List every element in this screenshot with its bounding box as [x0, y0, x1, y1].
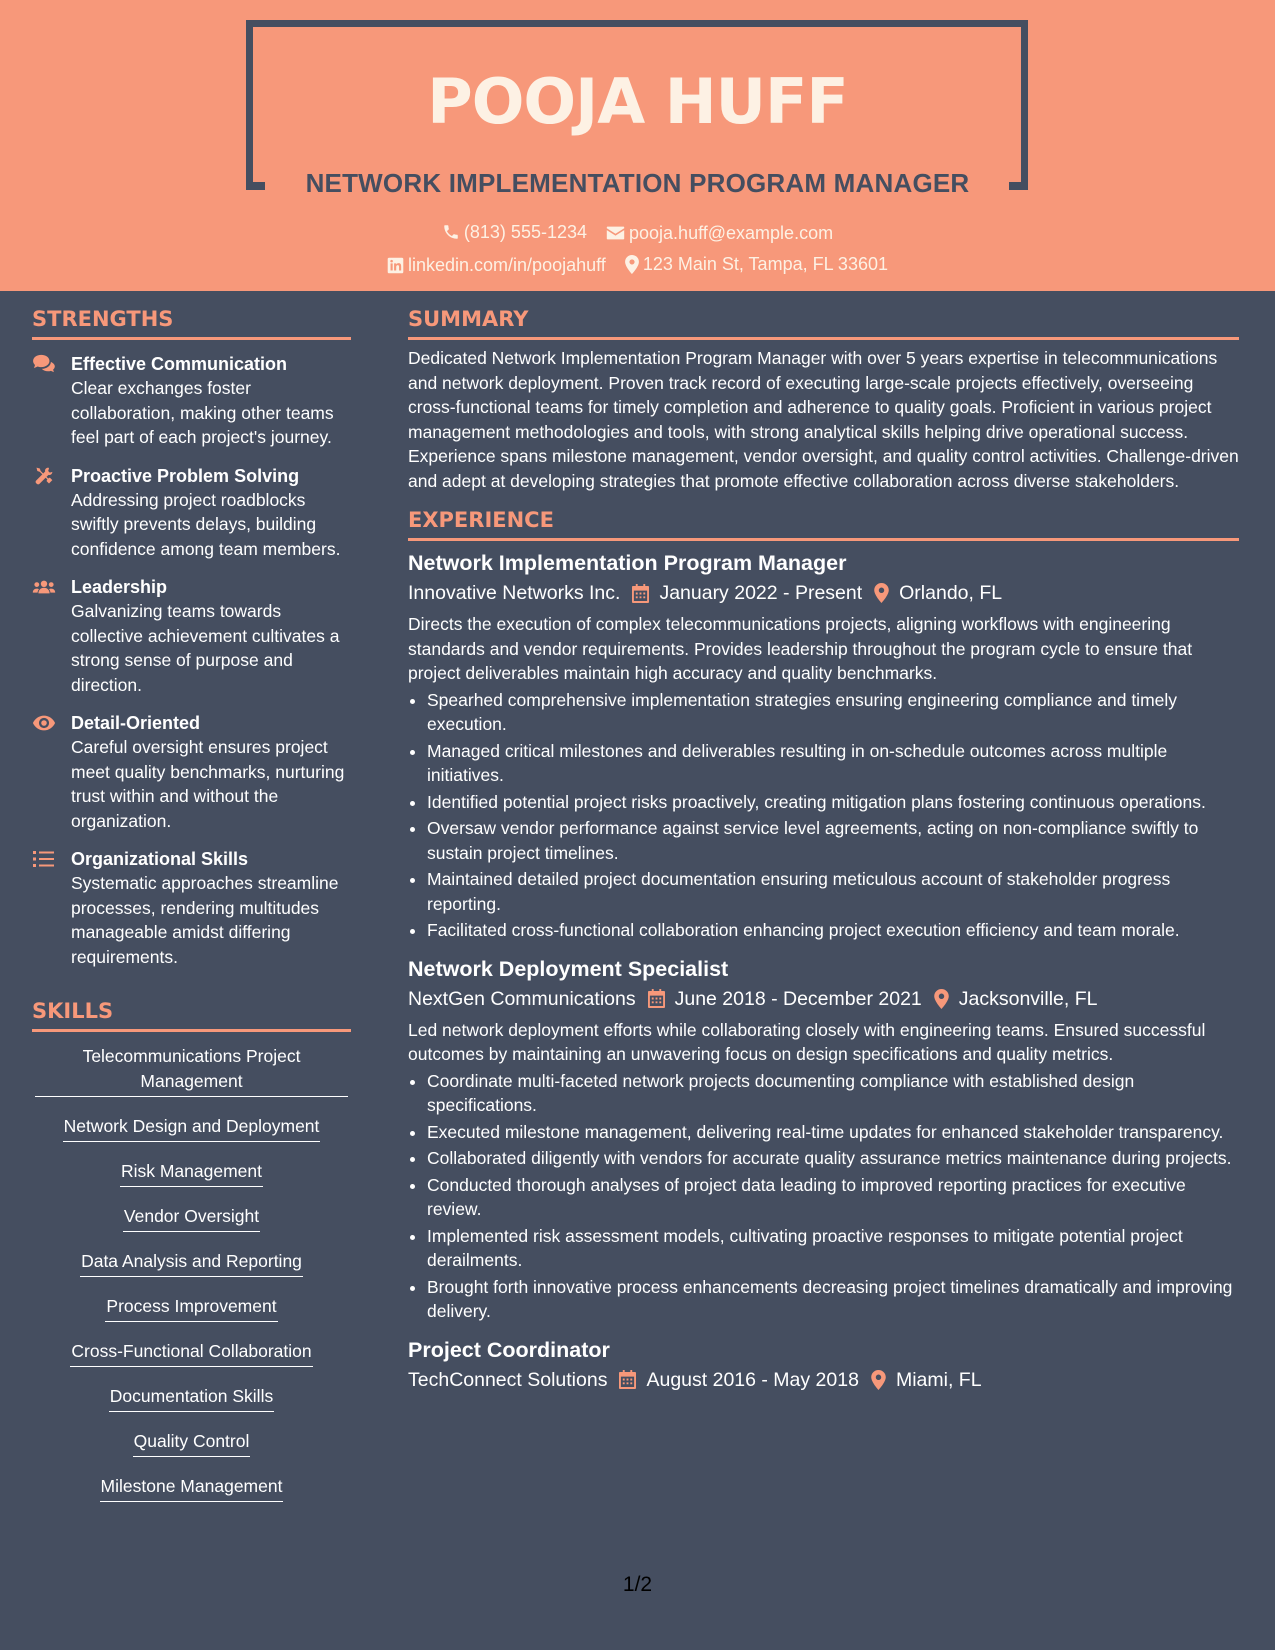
strength-description: Systematic approaches streamline processes, rendering multitudes manageable amidst differing requirements.: [71, 873, 339, 967]
strength-title: Effective Communication: [71, 354, 288, 374]
strength-item: [32, 847, 351, 969]
strength-item: [32, 464, 351, 562]
address-text: 123 Main St, Tampa, FL 33601: [642, 254, 888, 274]
strength-title: Leadership: [71, 577, 168, 597]
job-role: Network Implementation Program Manager: [408, 551, 847, 575]
strength-description: Clear exchanges foster collaboration, making other teams feel part of each project's journey.: [71, 378, 334, 447]
candidate-name: POOJA HUFF: [427, 65, 848, 138]
skills-list: [32, 1044, 351, 1519]
location-pin-icon: [625, 255, 639, 274]
job-description: Directs the execution of complex telecommunications projects, aligning workflows with engineering standards and vendor requirements. Provides leadership throughout the program cycle to ensure that project deliverables maintain high accuracy and quality benchmarks.: [408, 614, 1193, 683]
location-pin-icon: [934, 989, 949, 1009]
skill-item: Data Analysis and Reporting: [80, 1249, 303, 1277]
strength-title: Proactive Problem Solving: [71, 465, 300, 486]
bullet-item: • Executed milestone management, delivering real-time updates for enhanced stakeholder transparency.: [427, 1120, 1239, 1145]
comments-icon: [32, 354, 56, 374]
skills-heading: SKILLS: [32, 997, 351, 1032]
strength-description: Galvanizing teams towards collective achievement cultivates a strong sense of purpose and direction.: [71, 601, 340, 695]
eye-icon: [32, 713, 56, 733]
page-number: 1/2: [622, 1573, 653, 1596]
experience-heading: EXPERIENCE: [408, 506, 1239, 541]
contact-row-1: [0, 220, 1275, 247]
job-bullets: [408, 1069, 1239, 1324]
strength-description: Addressing project roadblocks swiftly prevents delays, building confidence among team members.: [71, 489, 341, 559]
contact-row-2: [0, 252, 1275, 280]
job-bullets: [408, 688, 1239, 943]
job-company: TechConnect Solutions: [408, 1368, 608, 1391]
skill-item: Documentation Skills: [109, 1384, 274, 1412]
strength-item: [32, 352, 351, 450]
job-entry: [408, 549, 1239, 943]
skill-item: Cross-Functional Collaboration: [70, 1339, 312, 1367]
calendar-icon: [632, 584, 649, 603]
skill-item: Process Improvement: [105, 1294, 277, 1322]
skill-item: Quality Control: [133, 1429, 251, 1457]
contact-linkedin[interactable]: [387, 253, 606, 277]
tools-icon: [32, 466, 56, 486]
job-location: Orlando, FL: [899, 582, 1003, 604]
job-company: NextGen Communications: [408, 987, 636, 1010]
location-pin-icon: [871, 1370, 886, 1390]
bullet-item: • Collaborated diligently with vendors for accurate quality assurance metrics maintenance during projects.: [427, 1146, 1239, 1171]
linkedin-text: linkedin.com/in/poojahuff: [408, 255, 606, 275]
bullet-item: • Brought forth innovative process enhancements decreasing project timelines dramatically and improving delivery.: [427, 1275, 1239, 1324]
left-column: [32, 305, 351, 1519]
linkedin-icon: [387, 257, 404, 274]
strength-title: Organizational Skills: [71, 849, 249, 869]
job-entry: [408, 1336, 1239, 1394]
bullet-item: • Oversaw vendor performance against service level agreements, acting on non-compliance swiftly to sustain project timelines.: [427, 816, 1239, 865]
strength-item: [32, 575, 351, 697]
strength-description: Careful oversight ensures project meet quality benchmarks, nurturing trust within and without the organization.: [71, 737, 345, 831]
job-description: Led network deployment efforts while collaborating closely with engineering teams. Ensured successful outcomes by maintaining an unwavering focus on design specifications and quality metrics.: [408, 1019, 1206, 1064]
job-entry: [408, 955, 1239, 1324]
job-location: Miami, FL: [895, 1368, 982, 1391]
job-company: Innovative Networks Inc.: [408, 582, 621, 604]
job-meta: [408, 579, 1239, 607]
contact-email[interactable]: [606, 221, 833, 245]
job-location: Jacksonville, FL: [958, 987, 1098, 1010]
strength-title: Detail-Oriented: [71, 713, 201, 733]
summary-heading: SUMMARY: [408, 305, 1239, 340]
job-dates: August 2016 - May 2018: [646, 1368, 859, 1391]
bullet-item: • Spearhed comprehensive implementation strategies ensuring engineering compliance and timely execution.: [427, 688, 1239, 737]
job-dates: January 2022 - Present: [659, 582, 863, 604]
job-meta: [408, 1366, 1239, 1394]
strength-item: [32, 711, 351, 833]
bullet-item: • Coordinate multi-faceted network projects documenting compliance with established design specifications.: [427, 1069, 1239, 1118]
candidate-title: NETWORK IMPLEMENTATION PROGRAM MANAGER: [305, 168, 970, 198]
calendar-icon: [648, 989, 665, 1008]
strengths-heading: STRENGTHS: [32, 305, 351, 340]
bullet-item: • Maintained detailed project documentation ensuring meticulous account of stakeholder progress reporting.: [427, 867, 1239, 916]
contact-phone[interactable]: [442, 220, 587, 244]
job-role: Project Coordinator: [408, 1337, 610, 1362]
contact-address: [625, 252, 888, 276]
bullet-item: • Identified potential project risks proactively, creating mitigation plans fostering continuous operations.: [427, 790, 1239, 815]
calendar-icon: [619, 1370, 636, 1389]
list-icon: [32, 849, 56, 869]
right-column: [408, 305, 1239, 1394]
skill-item: Vendor Oversight: [123, 1204, 260, 1232]
location-pin-icon: [874, 583, 889, 603]
bullet-item: • Managed critical milestones and deliverables resulting in on-schedule outcomes across multiple initiatives.: [427, 739, 1239, 788]
bullet-item: • Conducted thorough analyses of project data leading to improved reporting practices for executive review.: [427, 1173, 1239, 1222]
email-text: pooja.huff@example.com: [629, 223, 834, 243]
bullet-item: • Facilitated cross-functional collaboration enhancing project execution efficiency and team morale.: [427, 918, 1239, 943]
skill-item: Risk Management: [120, 1159, 263, 1187]
job-role: Network Deployment Specialist: [408, 956, 729, 981]
summary-text: Dedicated Network Implementation Program Manager with over 5 years expertise in telecommunications and network deployment. Proven track record of executing large-scale projects effectively, overseeing cross-functional teams for timely completion and adherence to quality goals. Proficient in various project management methodologies and tools, with strong analytical skills helping drive operational success. Experience spans milestone management, vendor oversight, and quality control activities. Challenge-driven and adept at developing strategies that promote effective collaboration across diverse stakeholders.: [408, 348, 1239, 491]
skill-item: Network Design and Deployment: [63, 1114, 321, 1142]
bullet-item: • Implemented risk assessment models, cultivating proactive responses to mitigate potential project derailments.: [427, 1224, 1239, 1273]
users-icon: [32, 577, 56, 597]
envelope-icon: [606, 225, 625, 241]
job-dates: June 2018 - December 2021: [674, 987, 922, 1010]
skill-item: Milestone Management: [100, 1474, 284, 1502]
skill-item: Telecommunications Project Management: [35, 1044, 348, 1097]
resume-header: [0, 0, 1275, 291]
phone-text: (813) 555-1234: [463, 222, 587, 242]
phone-icon: [442, 223, 460, 241]
job-meta: [408, 985, 1239, 1013]
